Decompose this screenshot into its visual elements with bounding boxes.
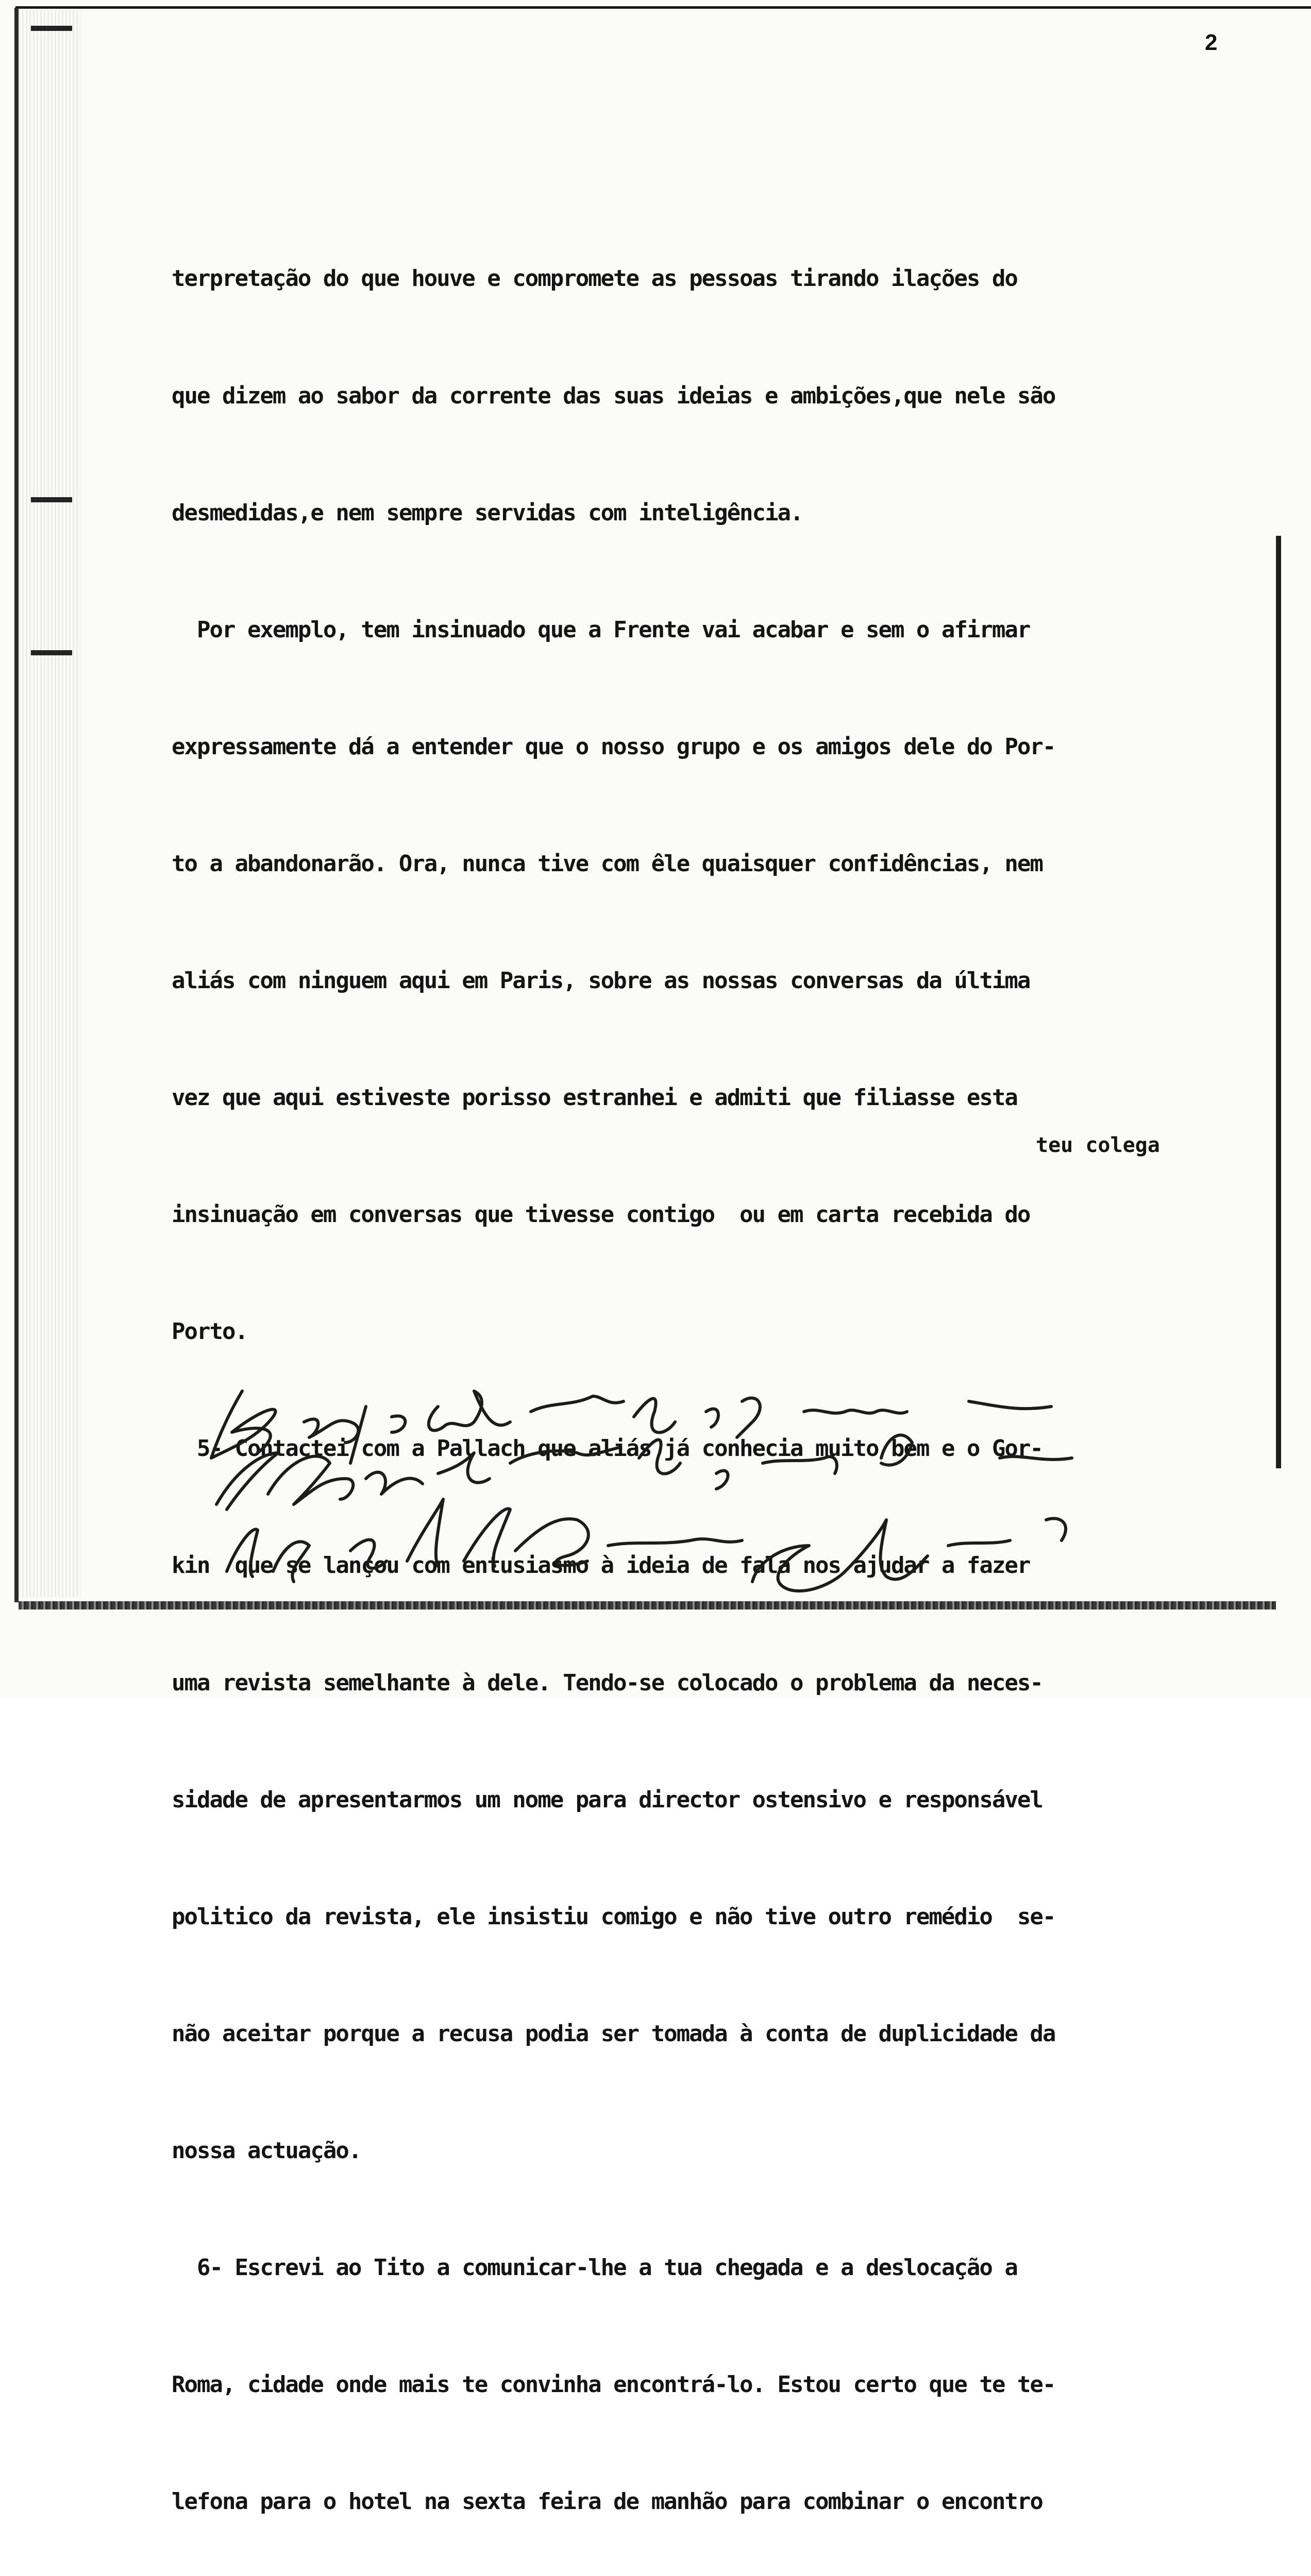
letter-line: insinuação em conversas que tivesse contigo ou em carta recebida do: [172, 1201, 1030, 1228]
letter-line: politico da revista, ele insistiu comigo e não tive outro remédio se-: [172, 1903, 1055, 1930]
scan-left-noise: [19, 10, 80, 1597]
letter-line: que dizem ao sabor da corrente das suas ideias e ambições,que nele são: [172, 382, 1055, 409]
page-number: 2: [1205, 30, 1218, 55]
interlinear-note: teu colega: [1036, 1133, 1160, 1157]
letter-line: nossa actuação.: [172, 2137, 361, 2164]
letter-line: desmedidas,e nem sempre servidas com inteligência.: [172, 499, 803, 526]
scan-left-edge: [14, 8, 19, 1602]
letter-line: sidade de apresentarmos um nome para director ostensivo e responsável: [172, 1786, 1043, 1813]
letter-line: Roma, cidade onde mais te convinha encontrá-lo. Estou certo que te te-: [172, 2371, 1055, 2398]
letter-line: to a abandonarão. Ora, nunca tive com êle quaisquer confidências, nem: [172, 850, 1043, 877]
letter-line: 5- Contactei com a Pallach que aliás já conhecia muito bem e o Gor-: [172, 1435, 1043, 1462]
scan-mark: [31, 650, 72, 655]
scan-mark: [31, 497, 72, 502]
letter-line: kin que se lançou com entusiasmo à ideia de fala nos ajudar a fazer: [172, 1552, 1030, 1579]
letter-line: não aceitar porque a recusa podia ser tomada à conta de duplicidade da: [172, 2020, 1055, 2047]
letter-line: terpretação do que houve e compromete as pessoas tirando ilações do: [172, 265, 1017, 292]
letter-line: uma revista semelhante à dele. Tendo-se colocado o problema da neces-: [172, 1669, 1043, 1696]
letter-line: Por exemplo, tem insinuado que a Frente vai acabar e sem o afirmar: [172, 616, 1030, 643]
letter-line: lefona para o hotel na sexta feira de manhão para combinar o encontro: [172, 2488, 1043, 2515]
letter-line: vez que aqui estiveste porisso estranhei e admiti que filiasse esta: [172, 1084, 1017, 1111]
handwritten-signature: [196, 1376, 1257, 1602]
scan-top-edge: [15, 6, 1311, 9]
letter-line: aliás com ninguem aqui em Paris, sobre as nossas conversas da última: [172, 967, 1030, 994]
letter-line: Porto.: [172, 1318, 247, 1345]
letter-line: 6- Escrevi ao Tito a comunicar-lhe a tua chegada e a deslocação a: [172, 2255, 1017, 2281]
scan-mark: [31, 26, 72, 31]
letter-line: expressamente dá a entender que o nosso grupo e os amigos dele do Por-: [172, 733, 1055, 760]
